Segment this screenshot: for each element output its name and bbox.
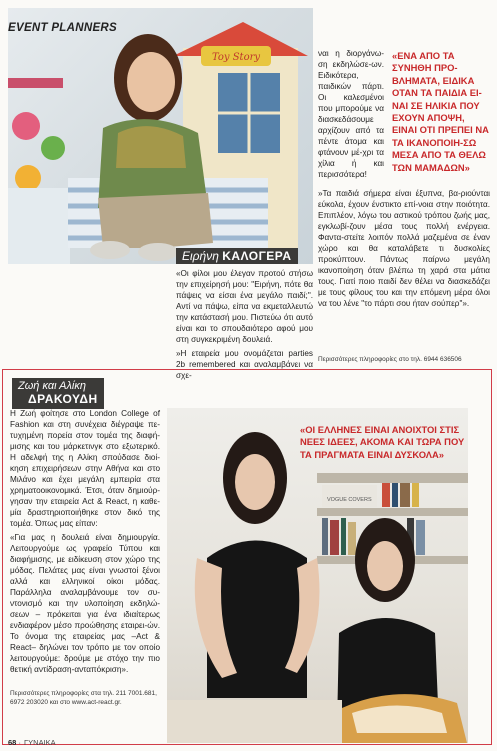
zoi-paragraph: Η Ζωή φοίτησε στο London College of Fashion και στη συνέχεια διέγραψε πε-τυχημένη πορεία στον τομέα της διαφή-μισης και του μάρκετινγκ στο εξωτερικό. Η αδελφή της η Αλίκη σπούδασε διοί-κηση επιχειρήσεων στην Αθήνα και στο Μιλάνο και έχει μεγάλη εμπειρία στα χρηματοοικονομικά. Έτσι, όταν δημιούρ-γησαν την εταιρεία Act & React, η καθε-μία δραστηριοποιήθηκε στον δικό της τομέα. Όπως μας είπαν: [10,409,160,528]
cupcake-3 [15,165,41,191]
book-spine-text: VOGUE COVERS [327,497,372,503]
cupcake-2 [41,136,65,160]
cupcake-1 [12,112,40,140]
left-woman-face [235,454,275,510]
zoi-aliki-pull-quote: «ΟΙ ΕΛΛΗΝΕΣ ΕΙΝΑΙ ΑΝΟΙΧΤΟΙ ΣΤΙΣ ΝΕΕΣ ΙΔΕΕΣ, ΑΚΟΜΑ ΚΑΙ ΤΩΡΑ ΠΟΥ ΤΑ ΠΡΑΓΜΑΤΑ ΕΙΝΑΙ ΔΥΣΚΟΛΑ» [300,424,465,460]
zoi-aliki-name-label [12,378,104,409]
irini-text-col1 [176,268,313,380]
magazine-stack [167,700,342,743]
irini-info: Περισσότερες πληροφορίες στο τηλ. 6944 636506 [318,356,462,363]
cupcake-shelf [8,78,63,88]
face [127,52,175,112]
irini-paragraph: ναι η διοργάνω-ση εκδηλώσε-ων. Ειδικότερα, παιδικών πάρτι. Οι καλεσμένοι που μπορούμε να διασκεδάσουμε αρχίζουν από τα πέντε άτομα και φτάνουν μέ-χρι τα χίλια ή και περισσότερα! [318,49,384,179]
toy-sign-text: Toy Story [211,52,261,63]
irini-paragraph: »Τα παιδιά σήμερα είναι έξυπνα, βα-ριούνται εύκολα, έχουν ένστικτο επί-νοια στην ποιότητα. Επιπλέον, λόγω του αστικού τρόπου ζωής μας, εγκλωβί-ζουν μέσα τους πολλή ενέργεια. Φαντα-στείτε λοιπόν πολλά μαζεμένα σε έναν χώρο και θα καταλάβετε τι δυσκολίες προκύπτουν. Πάντως παίρνω μεγάλη ικανοποίηση όταν βλέπω τη χαρά στα μάτια τους. Γιατί ποιο παιδί δεν θέλει να διασκεδάζει με τους φίλους του και την επόμενη μέρα όλοι να του λένε "το πάρτι σου ήταν σούπερ"». [318,189,490,308]
magazine-name: ΓΥΝΑΙΚΑ [24,738,56,747]
irini-first-name: Ειρήνη [182,249,219,263]
irini-pull-quote: «ΕΝΑ ΑΠΟ ΤΑ ΣΥΝΗΘΗ ΠΡΟ-ΒΛΗΜΑΤΑ, ΕΙΔΙΚΑ ΟΤΑΝ ΤΑ ΠΑΙΔΙΑ ΕΙ-ΝΑΙ ΣΕ ΗΛΙΚΙΑ ΠΟΥ ΕΧΟΥΝ ΑΠΟΨΗ, ΕΙΝΑΙ ΟΤΙ ΠΡΕΠΕΙ ΝΑ ΤΑ ΙΚΑΝΟΠΟΙΗ-ΣΩ ΜΕΣΑ ΑΠΟ ΤΑ ΘΕΛΩ ΤΩΝ ΜΑΜΑΔΩΝ» [392,50,489,173]
irini-last-name: ΚΑΛΟΓΕΡΑ [222,249,292,263]
zoi-aliki-text [10,408,160,690]
irini-photo-illustration [8,8,313,264]
irini-photo [8,8,313,264]
zoi-aliki-first-names: Ζωή και Αλίκη [18,380,86,392]
zoi-paragraph: «Για μας η δουλειά είναι δημιουργία. Λειτουργούμε ως γραφείο Τύπου και διαφήμισης, με ειδίκευση στον χώρο της μόδας. Πελάτες μας είναι γνωστοί ξένοι αλλά και ελληνικοί οίκοι μόδας. Παράλληλα αναλαμβάνουμε τον συ-ντονισμό και την υλοποίηση εκδηλώ-σεων – πρόκειται για ένα ιδιαίτερως ενδιαφέρον μέσο προώθησης εταιρει-ών. Το όνομα της εταιρείας μας –Act & React– δηλώνει τον τρόπο με τον οποίο λειτουργούμε: δρούμε με στόχο την πιο θετική αντίδραση-ανταπόκριση». [10,533,160,674]
sneaker-right [138,243,178,261]
page-number: 68 [8,738,17,747]
zoi-aliki-info: Περισσότερες πληροφορίες στα τηλ. 211 7001.681, 6972 203020 και στο www.act-react.gr. [10,690,157,706]
side-table [8,188,70,264]
section-header: EVENT PLANNERS [8,22,117,34]
page-footer: 68 · ΓΥΝΑΙΚΑ [8,738,56,747]
irini-text-col2b [318,188,490,352]
irini-text-col2a [318,48,384,188]
sneaker-left [90,241,130,259]
zoi-aliki-last-name: ΔΡΑΚΟΥΔΗ [28,392,98,406]
irini-name-label [176,248,298,264]
right-woman-face [367,541,403,591]
satin-pants [98,193,213,248]
irini-paragraph: »Η εταιρεία μου ονομάζεται parties 2b remembered και αναλαμβάνει να σχε- [176,349,313,380]
irini-paragraph: «Οι φίλοι μου έλεγαν προτού στήσω την επιχείρησή μου: "Ειρήνη, πότε θα πάψεις να είσαι ένα μεγάλο παιδί;". Αντί να πάψω, είπα να εκμεταλλευτώ την κατάστασή μου. Πιστεύω ότι αυτό είναι και το σπουδαιότερο αφού μου στη συγκεκριμένη δουλειά. [176,269,313,344]
